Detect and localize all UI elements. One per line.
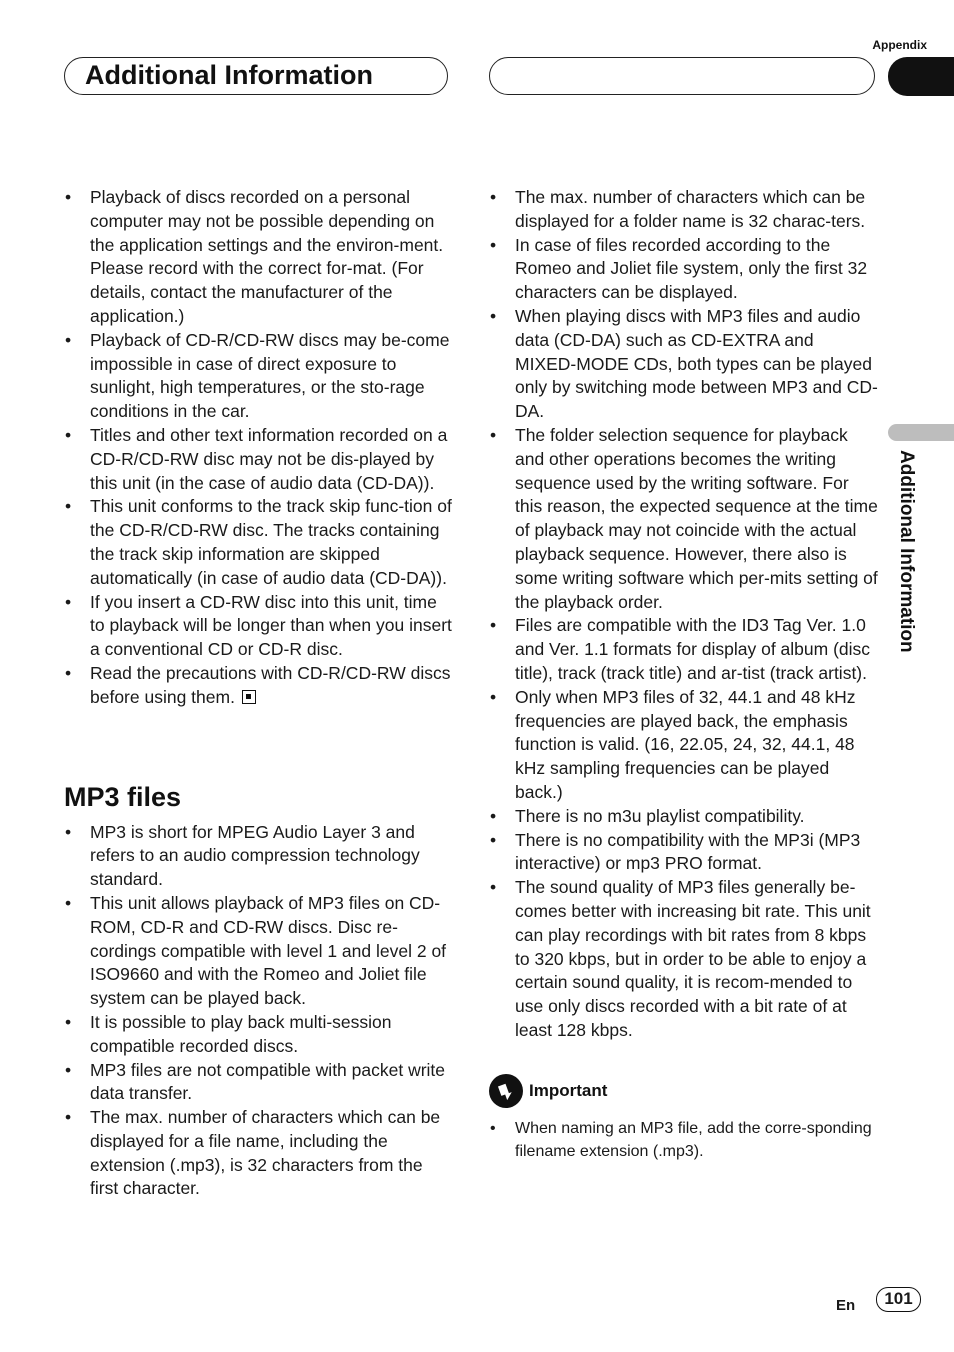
mp3-notes-list <box>64 821 454 1202</box>
language-code: En <box>836 1297 856 1314</box>
cd-notes-list <box>64 186 454 710</box>
end-of-section-icon <box>242 690 256 704</box>
list-item: • MP3 is short for MPEG Audio Layer 3 and refers to an audio compression technology standard. <box>64 821 454 892</box>
list-item: • There is no compatibility with the MP3i (MP3 interactive) or mp3 PRO format. <box>489 829 879 877</box>
header-title-pill <box>64 57 448 95</box>
list-item: • Titles and other text information recorded on a CD-R/CD-RW disc may not be dis-played by this unit (in the case of audio data (CD-DA)). <box>64 424 454 495</box>
important-list <box>489 1117 879 1163</box>
section-heading-mp3: MP3 files <box>64 781 182 812</box>
list-item: • Only when MP3 files of 32, 44.1 and 48 kHz frequencies are played back, the emphasis function is valid. (16, 22.05, 24, 32, 44.1, 48 kHz sampling frequencies can be played back.) <box>489 686 879 805</box>
page-title: Additional Information <box>85 60 373 90</box>
list-item: • If you insert a CD-RW disc into this unit, time to playback will be longer than when you insert a conventional CD or CD-R disc. <box>64 591 454 662</box>
page-number: 101 <box>876 1287 921 1312</box>
list-item: • It is possible to play back multi-session compatible recorded discs. <box>64 1011 454 1059</box>
list-item: • This unit allows playback of MP3 files on CD-ROM, CD-R and CD-RW discs. Disc re-cordings compatible with level 1 and level 2 of ISO9660 and with the Romeo and Joliet file system can be played back. <box>64 892 454 1011</box>
list-item: • MP3 files are not compatible with packet write data transfer. <box>64 1059 454 1107</box>
list-item: • The folder selection sequence for playback and other operations becomes the writing sequence used by the writing software. For this reason, the expected sequence at the time of playback may not coincide with the actual playback sequence. However, there also is some writing software which per-mits setting of the playback order. <box>489 424 879 614</box>
list-item <box>64 662 454 710</box>
mp3-notes-list-continued <box>489 186 879 1043</box>
important-label: Important <box>529 1080 608 1100</box>
list-item: • When naming an MP3 file, add the corre-sponding filename extension (.mp3). <box>489 1117 879 1163</box>
list-item: • In case of files recorded according to the Romeo and Joliet file system, only the first 32 characters can be displayed. <box>489 234 879 305</box>
list-item: • When playing discs with MP3 files and audio data (CD-DA) such as CD-EXTRA and MIXED-MODE CDs, both types can be played only by switching mode between MP3 and CD-DA. <box>489 305 879 424</box>
important-icon <box>489 1074 523 1108</box>
header-blank-pill <box>489 57 875 95</box>
side-tab-label: Additional Information <box>896 450 917 653</box>
section-gray-tab <box>888 424 954 441</box>
list-item-text: Read the precautions with CD-R/CD-RW discs before using them. <box>90 662 451 707</box>
list-item: • Files are compatible with the ID3 Tag Ver. 1.0 and Ver. 1.1 formats for display of album (disc title), track (track title) and ar-tist (track artist). <box>489 614 879 685</box>
list-item: • There is no m3u playlist compatibility. <box>489 805 879 829</box>
appendix-black-tab <box>888 57 954 96</box>
left-column <box>64 186 454 1201</box>
list-item: • This unit conforms to the track skip func-tion of the CD-R/CD-RW disc. The tracks containing the track skip information are skipped automatically (in case of audio data (CD-DA)). <box>64 495 454 590</box>
list-item: • The sound quality of MP3 files generally be-comes better with increasing bit rate. This unit can play recordings with bit rates from 8 kbps to 320 kbps, but in order to be able to enjoy a certain sound quality, it is recom-mended to use only discs recorded with a bit rate of at least 128 kbps. <box>489 876 879 1043</box>
list-item: • Playback of CD-R/CD-RW discs may be-come impossible in case of direct exposure to sunlight, high temperatures, or the sto-rage conditions in the car. <box>64 329 454 424</box>
list-item: • The max. number of characters which can be displayed for a file name, including the extension (.mp3), is 32 characters from the first character. <box>64 1106 454 1201</box>
important-header <box>489 1074 879 1108</box>
appendix-label: Appendix <box>872 38 927 52</box>
list-item: • The max. number of characters which can be displayed for a folder name is 32 charac-ters. <box>489 186 879 234</box>
list-item: • Playback of discs recorded on a personal computer may not be possible depending on the application settings and the environ-ment. Please record with the correct for-mat. (For details, contact the manufacturer of the application.) <box>64 186 454 329</box>
right-column <box>489 186 879 1163</box>
